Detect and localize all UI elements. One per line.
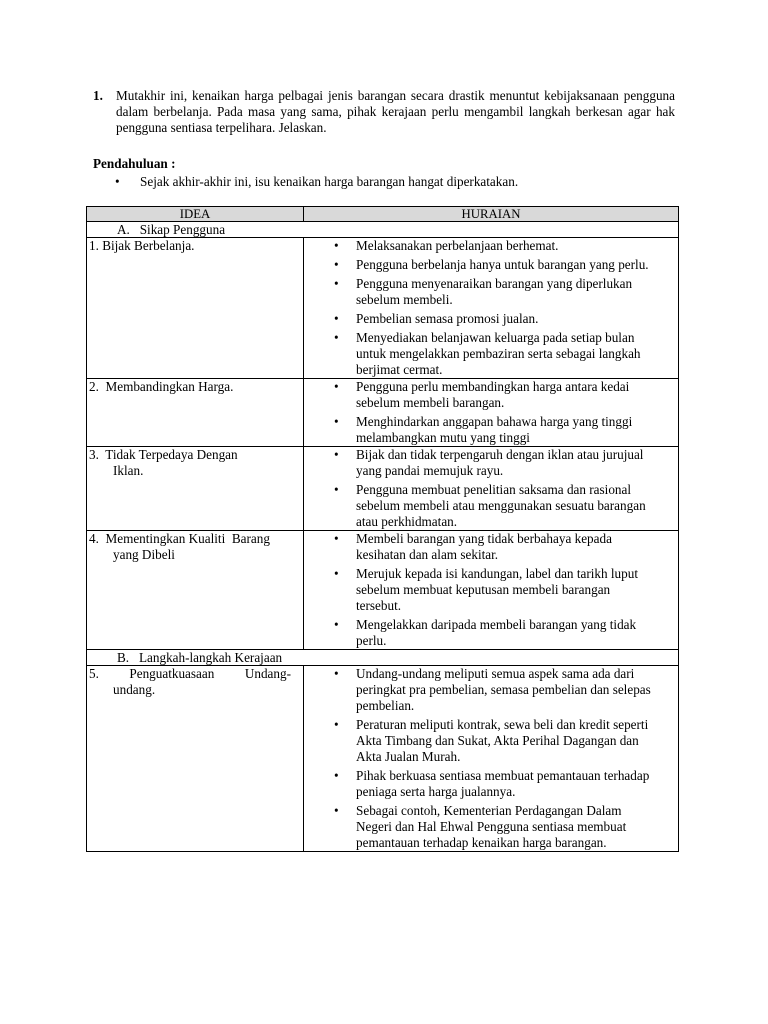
section-row <box>87 222 679 238</box>
bullet-icon: • <box>334 414 339 429</box>
header-huraian: HURAIAN <box>304 207 679 222</box>
huraian-list <box>304 531 678 649</box>
huraian-text: Melaksanakan perbelanjaan berhemat. <box>356 238 559 253</box>
list-item <box>304 617 678 649</box>
table-body <box>87 222 679 852</box>
huraian-text: Menyediakan belanjawan keluarga pada setiap bulan untuk mengelakkan pembaziran serta sebagai langkah berjimat cermat. <box>356 330 641 377</box>
huraian-cell <box>304 531 679 650</box>
section-spacer <box>304 222 679 238</box>
list-item <box>304 803 678 851</box>
huraian-cell <box>304 238 679 379</box>
list-item <box>304 311 678 327</box>
huraian-text: Merujuk kepada isi kandungan, label dan tarikh luput sebelum membuat keputusan membeli barangan tersebut. <box>356 566 638 613</box>
bullet-icon: • <box>334 617 339 632</box>
list-item <box>304 257 678 273</box>
list-item <box>304 531 678 563</box>
table-row <box>87 379 679 447</box>
bullet-icon: • <box>334 803 339 818</box>
bullet-icon: • <box>334 666 339 681</box>
table-row <box>87 531 679 650</box>
huraian-text: Pengguna berbelanja hanya untuk barangan yang perlu. <box>356 257 649 272</box>
huraian-list <box>304 379 678 446</box>
idea-text: 1. Bijak Berbelanja. <box>89 238 195 253</box>
idea-word: Penguatkuasaan <box>129 666 215 681</box>
list-item <box>304 768 678 800</box>
section-row <box>87 650 679 666</box>
huraian-list <box>304 238 678 378</box>
header-idea: IDEA <box>87 207 304 222</box>
list-item <box>304 482 678 530</box>
bullet-icon: • <box>334 531 339 546</box>
huraian-text: Mengelakkan daripada membeli barangan yang tidak perlu. <box>356 617 637 648</box>
idea-cell <box>87 379 304 447</box>
huraian-text: Pengguna menyenaraikan barangan yang diperlukan sebelum membeli. <box>356 276 633 307</box>
list-item <box>304 330 678 378</box>
idea-text: yang Dibeli <box>113 547 175 562</box>
idea-word: Undang- <box>244 666 291 681</box>
huraian-text: Sebagai contoh, Kementerian Perdagangan Dalam Negeri dan Hal Ehwal Pengguna sentiasa membuat pemantauan terhadap kenaikan harga barangan. <box>356 803 627 850</box>
intro-heading: Pendahuluan : <box>93 156 176 171</box>
question-text: Mutakhir ini, kenaikan harga pelbagai jenis barangan secara drastik menuntut kebijaksanaan pengguna dalam berbelanja. Pada masa yang sama, pihak kerajaan perlu mengambil langkah berkesan agar hak pengguna sentiasa terpelihara. Jelaskan. <box>116 88 675 135</box>
bullet-icon: • <box>334 257 339 272</box>
list-item <box>304 566 678 614</box>
huraian-text: Pihak berkuasa sentiasa membuat pemantauan terhadap peniaga serta harga jualannya. <box>356 768 650 799</box>
huraian-list <box>304 447 678 530</box>
bullet-icon: • <box>334 566 339 581</box>
bullet-icon: • <box>334 330 339 345</box>
section-title: A. Sikap Pengguna <box>87 222 304 238</box>
bullet-icon: • <box>334 276 339 291</box>
huraian-cell <box>304 379 679 447</box>
question-block <box>93 88 675 136</box>
huraian-text: Pembelian semasa promosi jualan. <box>356 311 539 326</box>
bullet-icon: • <box>334 379 339 394</box>
idea-number: 5. <box>89 666 99 681</box>
table-header-row <box>87 207 679 222</box>
bullet-icon: • <box>334 482 339 497</box>
section-title: B. Langkah-langkah Kerajaan <box>87 650 304 666</box>
intro-item-text: Sejak akhir-akhir ini, isu kenaikan harga barangan hangat diperkatakan. <box>140 174 519 189</box>
list-item <box>304 447 678 479</box>
list-item <box>304 666 678 714</box>
huraian-text: Membeli barangan yang tidak berbahaya kepada kesihatan dan alam sekitar. <box>356 531 612 562</box>
list-item <box>304 717 678 765</box>
huraian-text: Menghindarkan anggapan bahawa harga yang tinggi melambangkan mutu yang tinggi <box>356 414 633 445</box>
bullet-icon: • <box>334 238 339 253</box>
bullet-icon: • <box>334 311 339 326</box>
idea-cell <box>87 531 304 650</box>
huraian-text: Pengguna perlu membandingkan harga antara kedai sebelum membeli barangan. <box>356 379 630 410</box>
huraian-text: Pengguna membuat penelitian saksama dan rasional sebelum membeli atau menggunakan sesuatu barangan atau perkhidmatan. <box>356 482 646 529</box>
list-item <box>304 379 678 411</box>
idea-cell <box>87 238 304 379</box>
essay-outline-table <box>86 206 679 852</box>
idea-cell <box>87 447 304 531</box>
idea-first-line <box>89 666 303 682</box>
table-row <box>87 666 679 852</box>
table-row <box>87 447 679 531</box>
intro-bullet-item <box>115 174 518 190</box>
idea-text: 2. Membandingkan Harga. <box>89 379 234 394</box>
huraian-text: Bijak dan tidak terpengaruh dengan iklan atau jurujual yang pandai memujuk rayu. <box>356 447 644 478</box>
huraian-list <box>304 666 678 851</box>
bullet-icon: • <box>115 174 120 189</box>
idea-text: 3. Tidak Terpedaya Dengan <box>89 447 238 462</box>
huraian-cell <box>304 666 679 852</box>
list-item <box>304 238 678 254</box>
idea-text: Iklan. <box>113 463 144 478</box>
bullet-icon: • <box>334 717 339 732</box>
huraian-text: Undang-undang meliputi semua aspek sama ada dari peringkat pra pembelian, semasa pembelian dan selepas pembelian. <box>356 666 651 713</box>
question-number: 1. <box>93 88 103 103</box>
idea-cell <box>87 666 304 852</box>
huraian-cell <box>304 447 679 531</box>
idea-text: 4. Mementingkan Kualiti Barang <box>89 531 270 546</box>
table-row <box>87 238 679 379</box>
list-item <box>304 414 678 446</box>
bullet-icon: • <box>334 768 339 783</box>
huraian-text: Peraturan meliputi kontrak, sewa beli dan kredit seperti Akta Timbang dan Sukat, Akta Perihal Dagangan dan Akta Jualan Murah. <box>356 717 649 764</box>
idea-text: undang. <box>113 682 156 697</box>
bullet-icon: • <box>334 447 339 462</box>
list-item <box>304 276 678 308</box>
section-spacer <box>304 650 679 666</box>
